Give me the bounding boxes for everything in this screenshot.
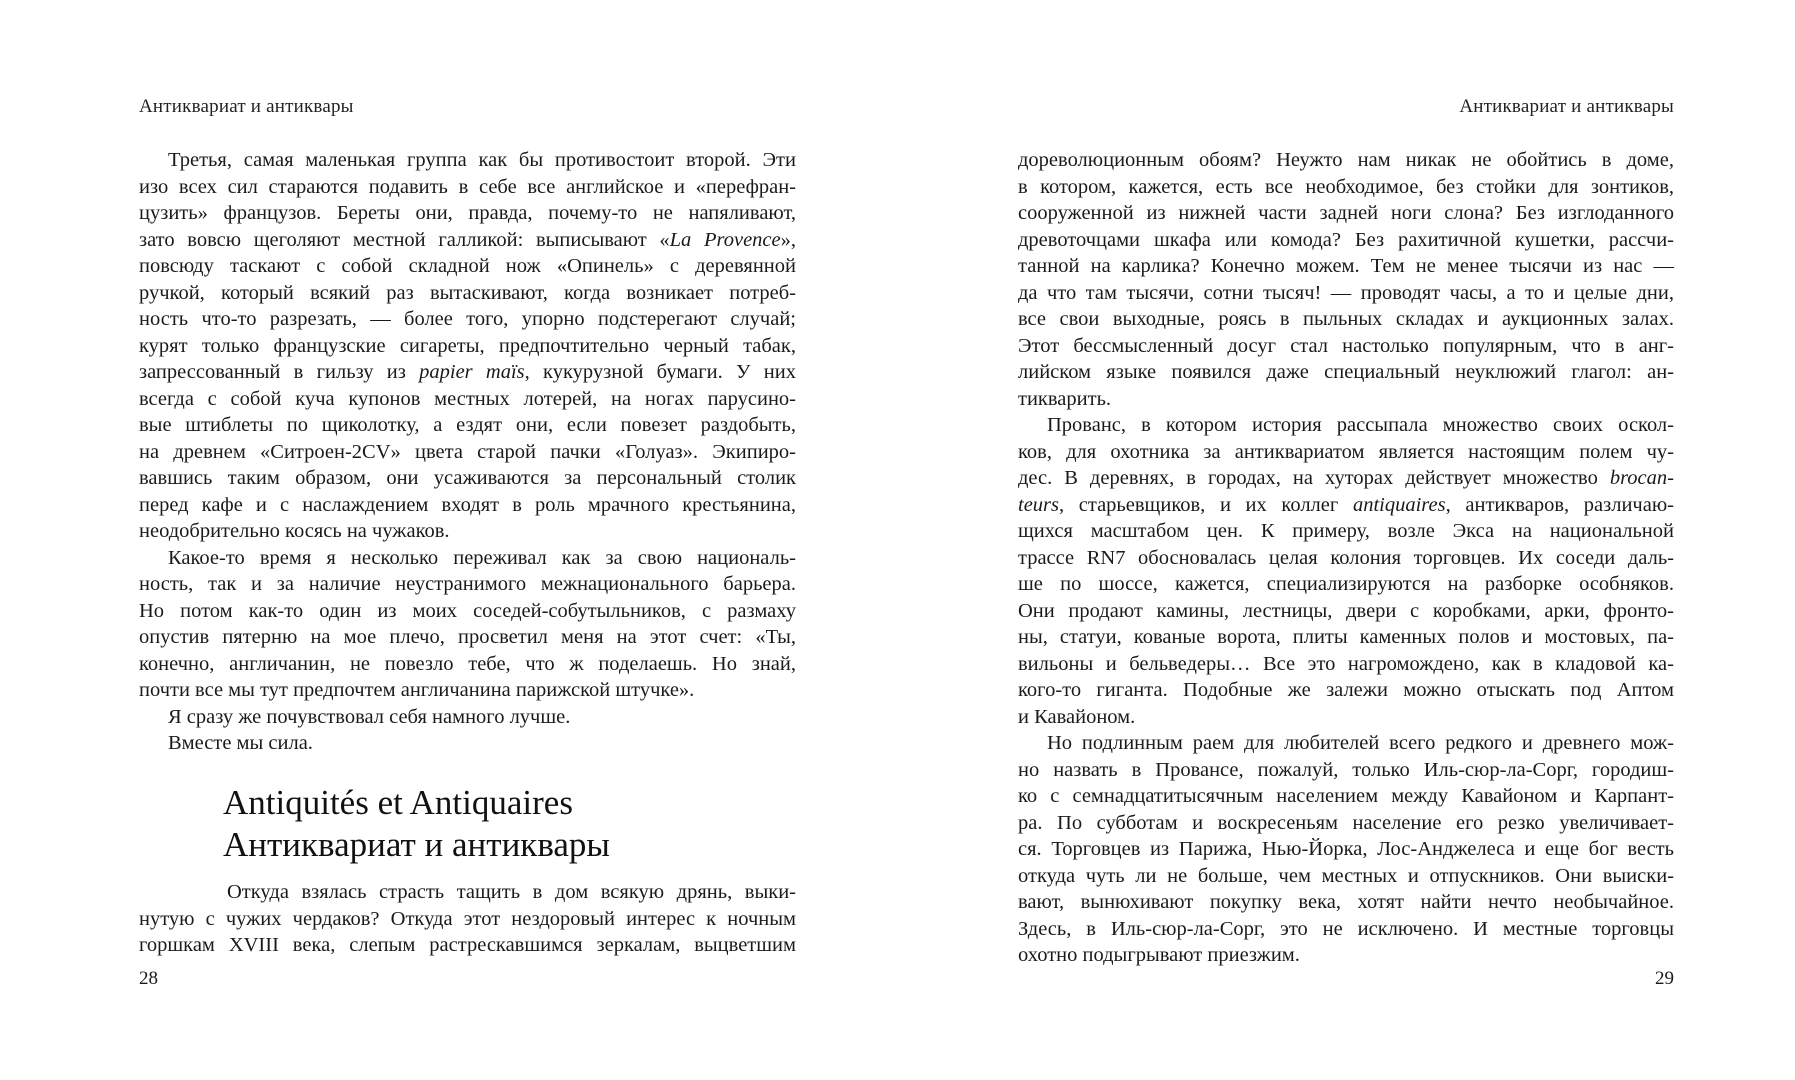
text-line: Но подлинным раем для любителей всего редкого и древнего мож- [1047, 732, 1674, 754]
text-line: Я сразу же почувствовал себя намного лучше. [168, 705, 571, 728]
text-line: цузить» французов. Береты они, правда, почему-то не напяливают, [139, 202, 796, 224]
text-line: Они продают камины, лестницы, двери с коробками, арки, фронто- [1018, 599, 1674, 622]
text-line: Этот бессмысленный досуг стал настолько популярным, что в анг- [1018, 334, 1674, 357]
italic-phrase: teurs [1018, 493, 1059, 516]
text-line: курят только французские сигареты, предпочтительно черный табак, [139, 334, 796, 357]
text-line: да что там тысячи, сотни тысяч! — проводят часы, а то и целые дни, [1018, 281, 1674, 304]
text-line: трассе RN7 обосновалась целая колония торговцев. Их соседи даль- [1018, 546, 1674, 569]
chapter-heading [223, 782, 610, 866]
text-line: неодобрительно косясь на чужаков. [139, 520, 450, 542]
text-line: ра. По субботам и воскресеньям население его резко увеличивает- [1018, 811, 1674, 834]
text-line: вильоны и бельведеры… Все это нагромождено, как в кладовой ка- [1018, 652, 1674, 675]
text-line: teurs, старьевщиков, и их коллег antiquaires, антикваров, различаю- [1018, 493, 1674, 516]
text-line: откуда чуть ли не больше, чем местных и отпускников. Они выиски- [1018, 864, 1674, 887]
text-line: ко с семнадцатитысячным населением между Кавайоном и Карпант- [1018, 785, 1674, 807]
text-line: повсюду таскают с собой складной нож «Опинель» с деревянной [139, 255, 796, 277]
text-line: Какое-то время я несколько переживал как за свою националь- [168, 546, 796, 569]
text-line: изо всех сил стараются подавить в себе все английское и «перефран- [139, 175, 796, 198]
text-line: Здесь, в Иль-сюр-ла-Сорг, это не исключено. И местные торговцы [1018, 917, 1674, 940]
text-line: охотно подыгрывают приезжим. [1018, 944, 1300, 966]
text-line: танной на карлика? Конечно можем. Тем не менее тысячи из нас — [1018, 255, 1674, 277]
chapter-heading-french: Antiquités et Antiquaires [223, 783, 573, 822]
text-line: Откуда взялась страсть тащить в дом всякую дрянь, выки- [227, 881, 796, 903]
text-line: вают, вынюхивают покупку века, хотят найти нечто необычайное. [1018, 891, 1674, 913]
left-page [0, 0, 897, 1080]
right-body-text [1018, 147, 1674, 969]
text-line: кого-то гиганта. Подобные же залежи можно отыскать под Аптом [1018, 679, 1674, 701]
text-line: ны, статуи, кованые ворота, плиты каменных полов и мостовых, па- [1018, 626, 1674, 648]
text-line: Но потом как-то один из моих соседей-собутыльников, с размаху [139, 599, 796, 622]
text-line: ше по шоссе, кажется, специализируются на разборке особняков. [1018, 573, 1674, 595]
text-line: ручкой, который всякий раз вытаскивают, когда возникает потреб- [139, 281, 796, 304]
text-line: ность что-то разрезать, — более того, упорно подстерегают случай; [139, 308, 796, 330]
text-line: Вместе мы сила. [168, 732, 313, 754]
text-line: нутую с чужих чердаков? Откуда этот нездоровый интерес к ночным [139, 907, 796, 930]
text-line: дореволюционным обоям? Неужто нам никак не обойтись в доме, [1018, 149, 1674, 171]
text-line: на древнем «Ситроен-2CV» цвета старой пачки «Голуаз». Экипиро- [139, 440, 796, 463]
running-head-right: Антиквариат и антиквары [1459, 96, 1674, 117]
text-line: тикварить. [1018, 387, 1112, 410]
text-line: ся. Торговцев из Парижа, Нью-Йорка, Лос-Анджелеса и еще бог весть [1018, 838, 1674, 860]
text-line: в котором, кажется, есть все необходимое, без стойки для зонтиков, [1018, 175, 1674, 198]
text-line: конечно, англичанин, не повезло тебе, что ж поделаешь. Но знай, [139, 652, 796, 675]
left-body-text [139, 147, 796, 757]
italic-phrase: antiquaires [1352, 493, 1446, 516]
right-page [898, 0, 1795, 1080]
text-line: ков, для охотника за антиквариатом является настоящим полем чу- [1018, 440, 1674, 463]
text-line: сооруженной из нижней части задней ноги слона? Без изглоданного [1018, 202, 1674, 224]
text-line: перед кафе и с наслаждением входят в роль мрачного крестьянина, [139, 493, 796, 516]
text-line: Прованс, в котором история рассыпала множество своих оскол- [1047, 414, 1674, 436]
text-line: горшкам XVIII века, слепым растрескавшимся зеркалам, выцветшим [139, 934, 796, 956]
text-line: всегда с собой куча купонов местных лотерей, на ногах парусино- [139, 387, 796, 410]
italic-phrase: papier maïs [419, 361, 525, 383]
text-line: вые штиблеты по щиколотку, а ездят они, если повезет раздобыть, [139, 414, 796, 436]
text-line: дес. В деревнях, в городах, на хуторах действует множество brocan- [1018, 467, 1674, 489]
running-head-left: Антиквариат и антиквары [139, 96, 354, 117]
chapter-opening-text [139, 879, 796, 959]
text-line: Третья, самая маленькая группа как бы противостоит второй. Эти [168, 149, 796, 171]
text-line: щихся масштабом цен. К примеру, возле Экса на национальной [1018, 520, 1674, 542]
text-line: зато вовсю щеголяют местной галликой: выписывают «La Provence», [139, 228, 796, 251]
page-number-left: 28 [139, 968, 158, 989]
page-number-right: 29 [1655, 968, 1674, 989]
text-line: вавшись таким образом, они усаживаются за персональный столик [139, 467, 796, 489]
text-line: древоточцами шкафа или комода? Без рахитичной кушетки, рассчи- [1018, 228, 1674, 251]
italic-phrase: brocan- [1609, 467, 1674, 489]
text-line: запрессованный в гильзу из papier maïs, кукурузной бумаги. У них [139, 361, 796, 383]
text-line: и Кавайоном. [1018, 705, 1136, 728]
text-line: ность, так и за наличие неустранимого межнационального барьера. [139, 573, 796, 595]
italic-phrase: La Provence [669, 228, 781, 251]
text-line: лийском языке появился даже специальный неуклюжий глагол: ан- [1018, 361, 1674, 383]
text-line: все свои выходные, роясь в пыльных складах и аукционных залах. [1018, 308, 1674, 330]
text-line: почти все мы тут предпочтем англичанина парижской штучке». [139, 679, 695, 701]
chapter-heading-russian: Антиквариат и антиквары [223, 825, 610, 864]
text-line: но назвать в Провансе, пожалуй, только Иль-сюр-ла-Сорг, городиш- [1018, 758, 1674, 781]
text-line: опустив пятерню на мое плечо, просветил меня на этот счет: «Ты, [139, 626, 796, 648]
